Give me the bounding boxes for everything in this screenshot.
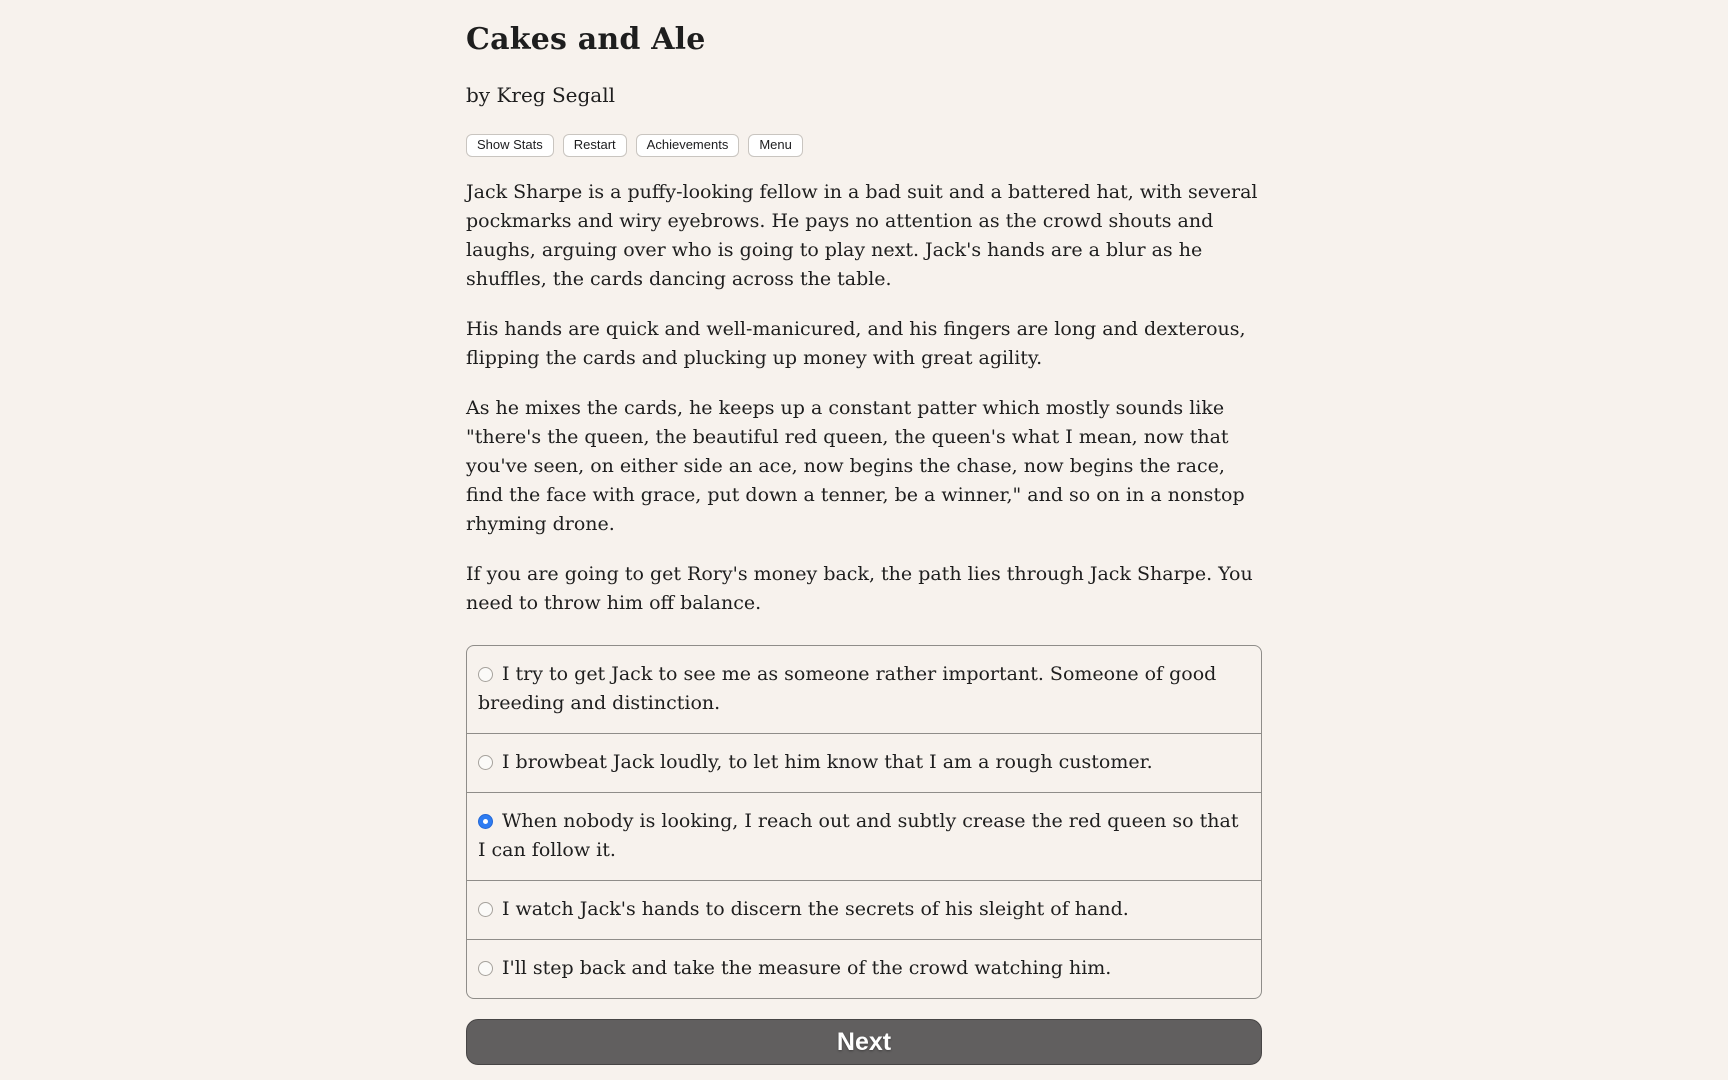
achievements-button[interactable]: Achievements [636,134,740,157]
choice-option[interactable] [467,792,1261,880]
story-paragraph: If you are going to get Rory's money back, the path lies through Jack Sharpe. You need to throw him off balance. [466,563,1253,615]
choice-list [466,645,1262,999]
radio-button-icon[interactable] [478,755,493,770]
radio-button-icon[interactable] [478,902,493,917]
next-button[interactable]: Next [466,1019,1262,1065]
show-stats-button[interactable]: Show Stats [466,134,554,157]
toolbar [466,134,1262,157]
choice-label: When nobody is looking, I reach out and subtly crease the red queen so that I can follow it. [478,810,1239,862]
radio-button-icon[interactable] [478,961,493,976]
choice-label: I'll step back and take the measure of the crowd watching him. [502,957,1112,980]
game-title: Cakes and Ale [466,22,706,57]
restart-button[interactable]: Restart [563,134,627,157]
choice-option[interactable] [467,939,1261,998]
story-paragraph: His hands are quick and well-manicured, and his fingers are long and dexterous, flipping the cards and plucking up money with great agility. [466,318,1246,370]
story-paragraph: As he mixes the cards, he keeps up a constant patter which mostly sounds like "there's the queen, the beautiful red queen, the queen's what I mean, now that you've seen, on either side an ace, now begins the chase, now begins the race, find the face with grace, put down a tenner, be a winner," and so on in a nonstop rhyming drone. [466,397,1245,536]
choice-option[interactable] [467,880,1261,939]
choice-option[interactable] [467,733,1261,792]
radio-button-icon[interactable] [478,667,493,682]
story-paragraph: Jack Sharpe is a puffy-looking fellow in a bad suit and a battered hat, with several pockmarks and wiry eyebrows. He pays no attention as the crowd shouts and laughs, arguing over who is going to play next. Jack's hands are a blur as he shuffles, the cards dancing across the table. [466,181,1258,291]
choice-label: I try to get Jack to see me as someone rather important. Someone of good breeding and distinction. [478,663,1217,715]
story-column [466,0,1262,1065]
author-byline: by Kreg Segall [466,83,616,107]
choice-label: I browbeat Jack loudly, to let him know that I am a rough customer. [502,751,1153,774]
choice-label: I watch Jack's hands to discern the secrets of his sleight of hand. [502,898,1129,921]
menu-button[interactable]: Menu [748,134,803,157]
radio-button-icon[interactable] [478,814,493,829]
choice-option[interactable] [467,646,1261,733]
